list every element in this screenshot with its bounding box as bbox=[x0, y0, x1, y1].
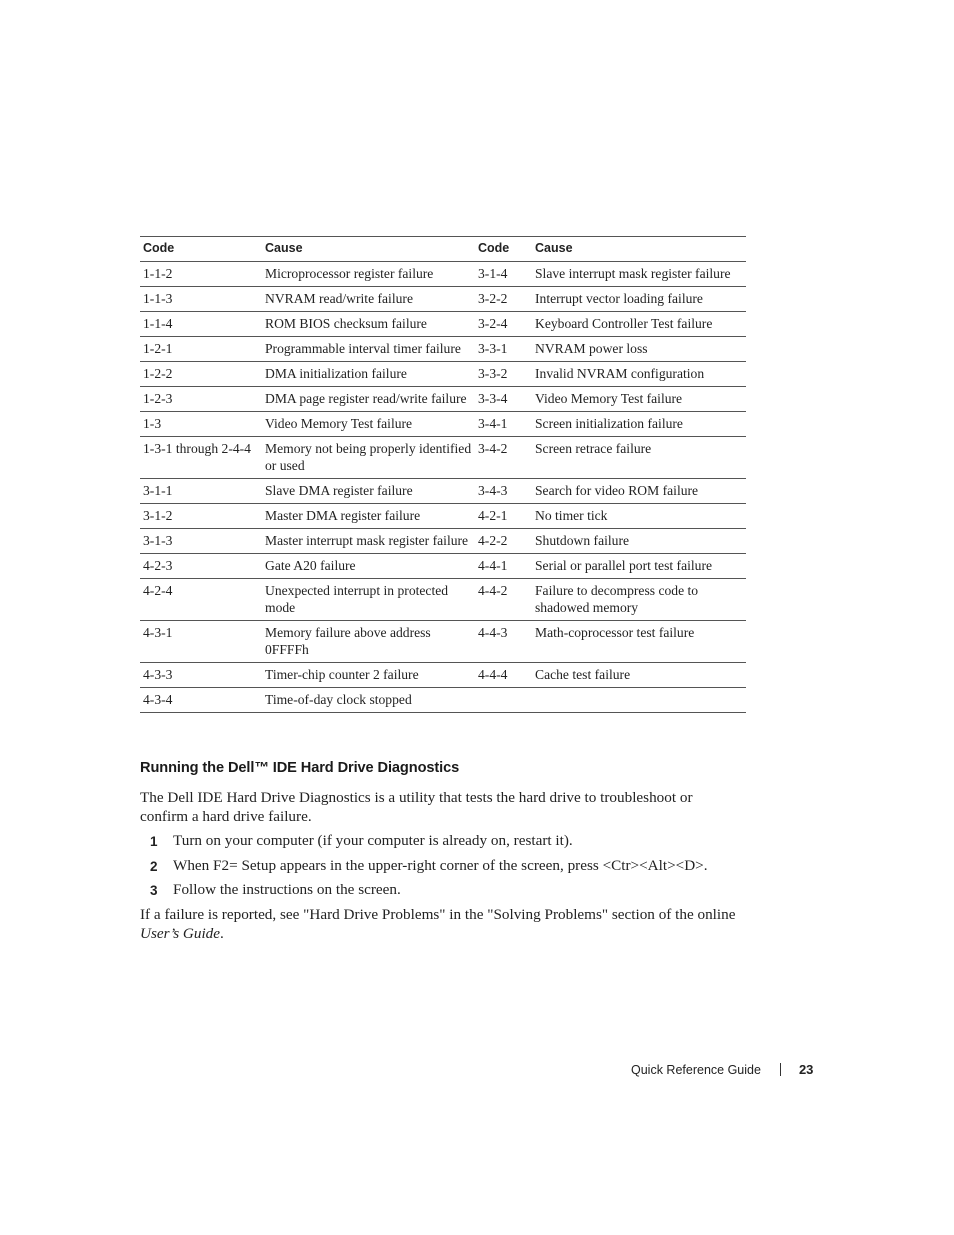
cause-cell bbox=[532, 688, 746, 713]
table-row bbox=[140, 387, 746, 412]
code-cell: 3-3-4 bbox=[475, 387, 532, 412]
step-text: When F2= Setup appears in the upper-right corner of the screen, press <Ctr><Alt><D>. bbox=[173, 856, 708, 874]
code-cell: 1-2-1 bbox=[140, 337, 262, 362]
code-cell: 4-4-1 bbox=[475, 554, 532, 579]
code-cell bbox=[475, 688, 532, 713]
code-cell: 3-1-3 bbox=[140, 529, 262, 554]
table-row bbox=[140, 663, 746, 688]
code-cell: 3-4-2 bbox=[475, 437, 532, 479]
cause-cell: NVRAM power loss bbox=[532, 337, 746, 362]
step-text: Follow the instructions on the screen. bbox=[173, 881, 401, 898]
code-cell: 3-3-2 bbox=[475, 362, 532, 387]
outro-paragraph bbox=[140, 905, 750, 943]
table-row bbox=[140, 688, 746, 713]
code-cell: 1-1-4 bbox=[140, 312, 262, 337]
beep-code-table bbox=[140, 236, 746, 713]
table-header-row bbox=[140, 237, 746, 262]
step-text: Turn on your computer (if your computer is already on, restart it). bbox=[173, 832, 573, 849]
table-row bbox=[140, 437, 746, 479]
code-cell: 3-1-2 bbox=[140, 504, 262, 529]
code-cell: 4-4-2 bbox=[475, 579, 532, 621]
intro-paragraph: The Dell IDE Hard Drive Diagnostics is a utility that tests the hard drive to troubleshoot or confirm a hard drive failure. bbox=[140, 789, 693, 825]
code-cell: 4-3-4 bbox=[140, 688, 262, 713]
cause-cell: Memory not being properly identified or used bbox=[262, 437, 475, 479]
cause-cell: Slave DMA register failure bbox=[262, 479, 475, 504]
code-cell: 1-1-2 bbox=[140, 262, 262, 287]
cause-cell: DMA initialization failure bbox=[262, 362, 475, 387]
table-row bbox=[140, 412, 746, 437]
step-item bbox=[140, 856, 760, 881]
code-cell: 4-2-4 bbox=[140, 579, 262, 621]
code-cell: 3-2-4 bbox=[475, 312, 532, 337]
table-row bbox=[140, 337, 746, 362]
header-code-2: Code bbox=[475, 237, 532, 262]
code-cell: 4-2-1 bbox=[475, 504, 532, 529]
code-cell: 1-2-3 bbox=[140, 387, 262, 412]
code-cell: 4-2-2 bbox=[475, 529, 532, 554]
page-number: 23 bbox=[798, 1062, 814, 1077]
header-code-1: Code bbox=[140, 237, 262, 262]
table-row bbox=[140, 579, 746, 621]
cause-cell: Master interrupt mask register failure bbox=[262, 529, 475, 554]
cause-cell: ROM BIOS checksum failure bbox=[262, 312, 475, 337]
cause-cell: Interrupt vector loading failure bbox=[532, 287, 746, 312]
footer-divider bbox=[780, 1063, 781, 1076]
step-number: 3 bbox=[150, 883, 158, 898]
cause-cell: Programmable interval timer failure bbox=[262, 337, 475, 362]
table-row bbox=[140, 312, 746, 337]
cause-cell: Slave interrupt mask register failure bbox=[532, 262, 746, 287]
table-row bbox=[140, 504, 746, 529]
cause-cell: Unexpected interrupt in protected mode bbox=[262, 579, 475, 621]
header-cause-2: Cause bbox=[532, 237, 746, 262]
cause-cell: Search for video ROM failure bbox=[532, 479, 746, 504]
code-cell: 4-4-4 bbox=[475, 663, 532, 688]
header-cause-1: Cause bbox=[262, 237, 475, 262]
steps-list bbox=[140, 831, 760, 905]
cause-cell: Screen retrace failure bbox=[532, 437, 746, 479]
cause-cell: Video Memory Test failure bbox=[262, 412, 475, 437]
cause-cell: No timer tick bbox=[532, 504, 746, 529]
code-cell: 1-1-3 bbox=[140, 287, 262, 312]
code-cell: 3-1-4 bbox=[475, 262, 532, 287]
code-cell: 3-3-1 bbox=[475, 337, 532, 362]
code-cell: 1-3-1 through 2-4-4 bbox=[140, 437, 262, 479]
cause-cell: NVRAM read/write failure bbox=[262, 287, 475, 312]
code-cell: 1-3 bbox=[140, 412, 262, 437]
outro-period: . bbox=[220, 925, 224, 942]
users-guide-title: User’s Guide bbox=[140, 925, 221, 942]
table-row bbox=[140, 287, 746, 312]
outro-text: If a failure is reported, see "Hard Drive Problems" in the "Solving Problems" section of the online bbox=[140, 906, 736, 923]
cause-cell: Screen initialization failure bbox=[532, 412, 746, 437]
code-cell: 1-2-2 bbox=[140, 362, 262, 387]
cause-cell: Video Memory Test failure bbox=[532, 387, 746, 412]
table-body bbox=[140, 262, 746, 713]
cause-cell: Microprocessor register failure bbox=[262, 262, 475, 287]
code-cell: 4-4-3 bbox=[475, 621, 532, 663]
cause-cell: Gate A20 failure bbox=[262, 554, 475, 579]
code-cell: 3-1-1 bbox=[140, 479, 262, 504]
cause-cell: Shutdown failure bbox=[532, 529, 746, 554]
step-item bbox=[140, 880, 760, 905]
cause-cell: Cache test failure bbox=[532, 663, 746, 688]
table-row bbox=[140, 362, 746, 387]
cause-cell: Keyboard Controller Test failure bbox=[532, 312, 746, 337]
code-cell: 4-3-1 bbox=[140, 621, 262, 663]
cause-cell: Memory failure above address 0FFFFh bbox=[262, 621, 475, 663]
cause-cell: Master DMA register failure bbox=[262, 504, 475, 529]
cause-cell: Failure to decompress code to shadowed memory bbox=[532, 579, 746, 621]
page-footer bbox=[631, 1062, 813, 1077]
cause-cell: Time-of-day clock stopped bbox=[262, 688, 475, 713]
cause-cell: Timer-chip counter 2 failure bbox=[262, 663, 475, 688]
code-cell: 3-4-1 bbox=[475, 412, 532, 437]
cause-cell: Math-coprocessor test failure bbox=[532, 621, 746, 663]
table-row bbox=[140, 529, 746, 554]
table-row bbox=[140, 621, 746, 663]
section-heading: Running the Dell™ IDE Hard Drive Diagnostics bbox=[140, 760, 460, 776]
step-number: 1 bbox=[150, 834, 158, 849]
table-row bbox=[140, 262, 746, 287]
table-row bbox=[140, 479, 746, 504]
cause-cell: DMA page register read/write failure bbox=[262, 387, 475, 412]
table-row bbox=[140, 554, 746, 579]
step-number: 2 bbox=[150, 858, 158, 874]
cause-cell: Invalid NVRAM configuration bbox=[532, 362, 746, 387]
code-cell: 3-2-2 bbox=[475, 287, 532, 312]
cause-cell: Serial or parallel port test failure bbox=[532, 554, 746, 579]
code-cell: 3-4-3 bbox=[475, 479, 532, 504]
footer-guide-title: Quick Reference Guide bbox=[631, 1063, 761, 1077]
step-item bbox=[140, 831, 760, 856]
code-cell: 4-2-3 bbox=[140, 554, 262, 579]
code-cell: 4-3-3 bbox=[140, 663, 262, 688]
